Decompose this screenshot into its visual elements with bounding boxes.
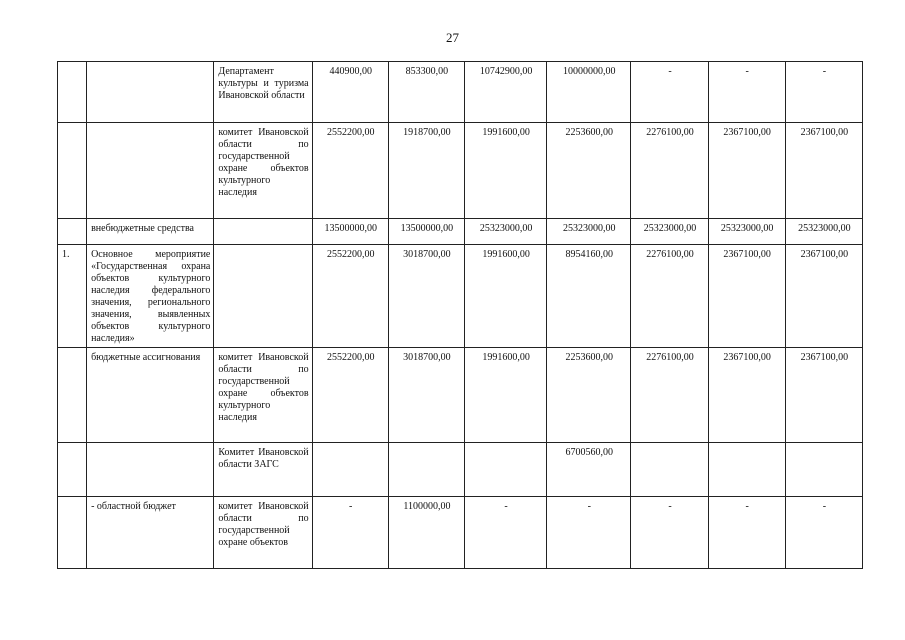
item-name-cell: - областной бюджет [87, 497, 214, 569]
item-name-cell: бюджетные ассигнования [87, 348, 214, 443]
amount-cell: 25323000,00 [547, 219, 631, 245]
amount-cell: 13500000,00 [388, 219, 464, 245]
amount-cell: 2276100,00 [631, 348, 708, 443]
amount-cell: 2552200,00 [312, 245, 388, 348]
amount-cell: 2367100,00 [708, 123, 785, 219]
executor-cell [214, 245, 312, 348]
amount-cell: - [708, 62, 785, 123]
amount-cell: - [547, 497, 631, 569]
amount-cell: 13500000,00 [312, 219, 388, 245]
amount-cell: 1991600,00 [464, 123, 546, 219]
amount-cell: 2367100,00 [785, 348, 862, 443]
amount-cell: 2552200,00 [312, 348, 388, 443]
table-row [58, 348, 863, 443]
amount-cell: 2276100,00 [631, 245, 708, 348]
amount-cell: 2552200,00 [312, 123, 388, 219]
item-name-cell [87, 123, 214, 219]
amount-cell: 853300,00 [388, 62, 464, 123]
amount-cell: 6700560,00 [547, 443, 631, 497]
amount-cell: 10742900,00 [464, 62, 546, 123]
amount-cell: - [785, 62, 862, 123]
row-number-cell [58, 219, 87, 245]
amount-cell: 440900,00 [312, 62, 388, 123]
amount-cell: - [631, 497, 708, 569]
row-number-cell: 1. [58, 245, 87, 348]
amount-cell: - [464, 497, 546, 569]
executor-cell: комитет Ивановской области по государственной охране объектов [214, 497, 312, 569]
amount-cell [388, 443, 464, 497]
amount-cell: - [785, 497, 862, 569]
amount-cell: - [631, 62, 708, 123]
amount-cell: - [312, 497, 388, 569]
amount-cell: 1100000,00 [388, 497, 464, 569]
amount-cell: 1918700,00 [388, 123, 464, 219]
amount-cell: 2367100,00 [785, 123, 862, 219]
amount-cell: 3018700,00 [388, 245, 464, 348]
row-number-cell [58, 497, 87, 569]
amount-cell: 2276100,00 [631, 123, 708, 219]
item-name-cell: внебюджетные средства [87, 219, 214, 245]
amount-cell: 2367100,00 [708, 348, 785, 443]
amount-cell: 3018700,00 [388, 348, 464, 443]
table-row [58, 219, 863, 245]
amount-cell: 25323000,00 [785, 219, 862, 245]
item-name-cell: Основное мероприятие «Государственная охрана объектов культурного наследия федерального значения, регионального значения, выявленных объектов культурного наследия» [87, 245, 214, 348]
amount-cell: 25323000,00 [708, 219, 785, 245]
amount-cell: - [708, 497, 785, 569]
row-number-cell [58, 443, 87, 497]
executor-cell: Департамент культуры и туризма Ивановской области [214, 62, 312, 123]
item-name-cell [87, 62, 214, 123]
amount-cell: 1991600,00 [464, 348, 546, 443]
executor-cell: комитет Ивановской области по государственной охране объектов культурного наследия [214, 123, 312, 219]
amount-cell [631, 443, 708, 497]
item-name-cell [87, 443, 214, 497]
amount-cell [464, 443, 546, 497]
amount-cell: 2253600,00 [547, 348, 631, 443]
executor-cell: комитет Ивановской области по государственной охране объектов культурного наследия [214, 348, 312, 443]
amount-cell: 1991600,00 [464, 245, 546, 348]
row-number-cell [58, 348, 87, 443]
amount-cell: 8954160,00 [547, 245, 631, 348]
amount-cell [312, 443, 388, 497]
amount-cell [708, 443, 785, 497]
amount-cell: 25323000,00 [631, 219, 708, 245]
table-row [58, 62, 863, 123]
budget-table [57, 61, 863, 569]
table-row [58, 443, 863, 497]
row-number-cell [58, 62, 87, 123]
amount-cell [785, 443, 862, 497]
table-row [58, 123, 863, 219]
table-row [58, 245, 863, 348]
executor-cell: Комитет Ивановской области ЗАГС [214, 443, 312, 497]
amount-cell: 2367100,00 [708, 245, 785, 348]
amount-cell: 10000000,00 [547, 62, 631, 123]
amount-cell: 2367100,00 [785, 245, 862, 348]
amount-cell: 2253600,00 [547, 123, 631, 219]
row-number-cell [58, 123, 87, 219]
page-number: 27 [446, 30, 459, 45]
amount-cell: 25323000,00 [464, 219, 546, 245]
executor-cell [214, 219, 312, 245]
table-row [58, 497, 863, 569]
